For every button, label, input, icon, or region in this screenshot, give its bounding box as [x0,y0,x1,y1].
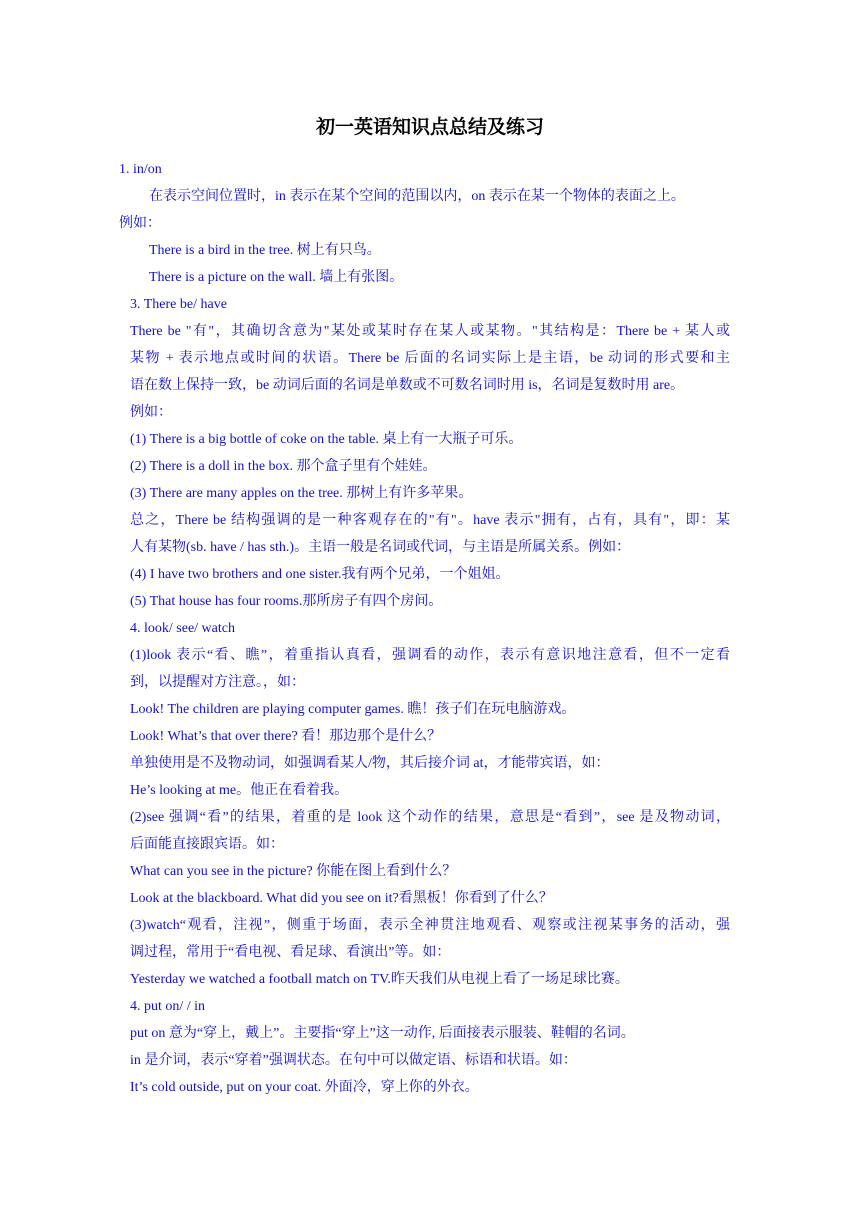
example-sentence: (1) There is a big bottle of coke on the table. 桌上有一大瓶子可乐。 [130,432,523,447]
example-sentence: (2) There is a doll in the box. 那个盒子里有个娃娃。 [130,459,437,474]
example-sentence: Look at the blackboard. What did you see on it?看黑板！你看到了什么？ [130,891,553,906]
paragraph-line: 在表示空间位置时，in 表示在某个空间的范围以内，on 表示在某一个物体的表面之上。 [149,189,685,204]
section-heading-put-on-in: 4. put on/ / in [130,999,206,1014]
paragraph-line: 后面能直接跟宾语。如： [130,837,284,852]
section-heading-there-be-have: 3. There be/ have [130,297,227,312]
paragraph-line: in 是介词，表示“穿着”强调状态。在句中可以做定语、标语和状语。如： [130,1053,577,1068]
paragraph-line: (2)see 强调“看”的结果，着重的是 look 这个动作的结果，意思是“看到”，see 是及物动词， [130,810,730,825]
example-sentence: Look! What’s that over there? 看！那边那个是什么？ [130,729,442,744]
paragraph-line: 某物 + 表示地点或时间的状语。There be 后面的名词实际上是主语，be 动词的形式要和主 [130,351,730,366]
paragraph-line: put on 意为“穿上，戴上”。主要指“穿上”这一动作, 后面接表示服装、鞋帽的名词。 [130,1026,635,1041]
page-title: 初一英语知识点总结及练习 [315,117,544,138]
paragraph-line: There be "有"，其确切含意为"某处或某时存在某人或某物。"其结构是：There be + 某人或 [130,324,730,339]
paragraph-line: (1)look 表示“看、瞧”，着重指认真看，强调看的动作，表示有意识地注意看，但不一定看 [130,648,730,663]
paragraph-line: (3)watch“观看，注视”，侧重于场面，表示全神贯注地观看、观察或注视某事务的活动，强 [130,918,730,933]
example-sentence: It’s cold outside, put on your coat. 外面冷，穿上你的外衣。 [130,1080,479,1095]
example-sentence: He’s looking at me。他正在看着我。 [130,783,349,798]
example-sentence: There is a bird in the tree. 树上有只鸟。 [149,243,381,258]
section-heading-look-see-watch: 4. look/ see/ watch [130,621,235,636]
paragraph-line: 例如： [119,216,161,231]
paragraph-line: 例如： [130,405,172,420]
paragraph-line: 到，以提醒对方注意。，如： [130,675,305,690]
example-sentence: Look! The children are playing computer games. 瞧！孩子们在玩电脑游戏。 [130,702,576,717]
example-sentence: (5) That house has four rooms.那所房子有四个房间。 [130,594,443,609]
example-sentence: Yesterday we watched a football match on TV.昨天我们从电视上看了一场足球比赛。 [130,972,629,987]
example-sentence: (4) I have two brothers and one sister.我有两个兄弟，一个姐姐。 [130,567,510,582]
document-body [119,156,730,1101]
paragraph-line: 总之，There be 结构强调的是一种客观存在的"有"。have 表示"拥有，占有，具有"，即：某 [130,513,730,528]
example-sentence: (3) There are many apples on the tree. 那树上有许多苹果。 [130,486,473,501]
example-sentence: What can you see in the picture? 你能在图上看到什么？ [130,864,457,879]
paragraph-line: 单独使用是不及物动词，如强调看某人/物，其后接介词 at，才能带宾语，如： [130,756,610,771]
paragraph-line: 语在数上保持一致，be 动词后面的名词是单数或不可数名词时用 is，名词是复数时用 are。 [130,378,685,393]
paragraph-line: 人有某物(sb. have / has sth.)。主语一般是名词或代词，与主语是所属关系。例如： [130,540,631,555]
example-sentence: There is a picture on the wall. 墙上有张图。 [149,270,404,285]
section-heading-in-on: 1. in/on [119,162,162,177]
paragraph-line: 调过程，常用于“看电视、看足球、看演出”等。如： [130,945,451,960]
